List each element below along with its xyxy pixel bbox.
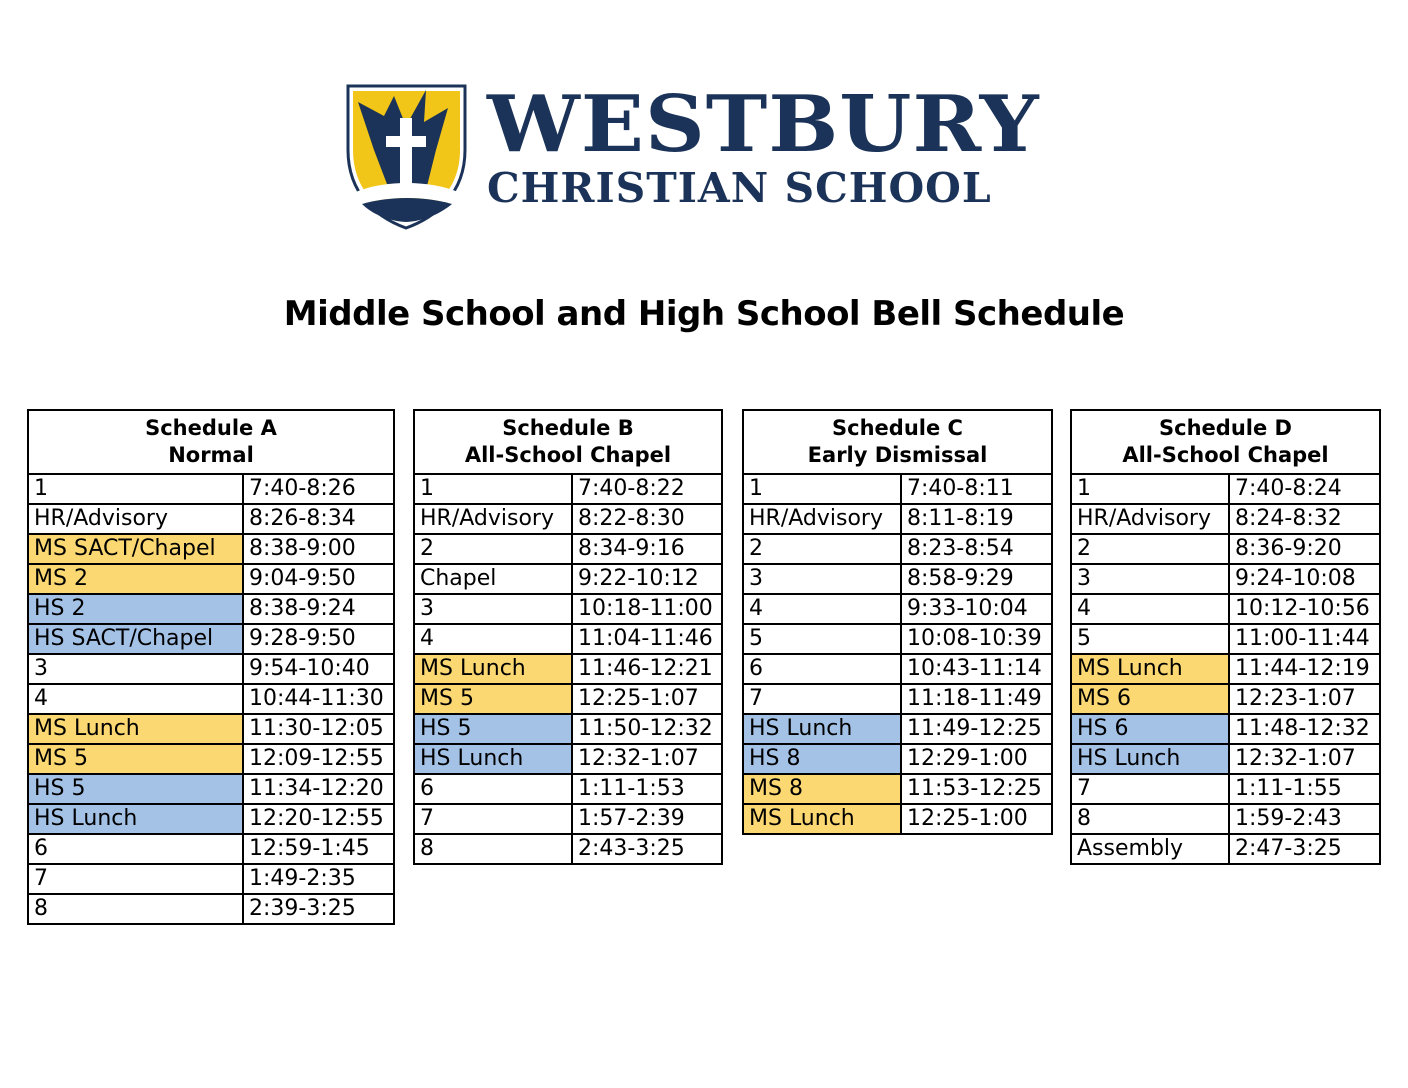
table-row <box>1071 684 1380 714</box>
time-cell: 2:39-3:25 <box>243 894 394 924</box>
time-cell: 8:11-8:19 <box>901 504 1052 534</box>
table-row <box>28 474 394 504</box>
period-cell: 7 <box>1071 774 1229 804</box>
table-row <box>743 474 1052 504</box>
time-cell: 1:49-2:35 <box>243 864 394 894</box>
table-row <box>1071 654 1380 684</box>
table-row <box>1071 504 1380 534</box>
table-row <box>1071 834 1380 864</box>
table-row <box>28 774 394 804</box>
table-row <box>414 534 722 564</box>
table-row <box>1071 774 1380 804</box>
table-row <box>743 534 1052 564</box>
period-cell: 6 <box>414 774 572 804</box>
period-cell: HR/Advisory <box>28 504 243 534</box>
time-cell: 8:38-9:00 <box>243 534 394 564</box>
table-row <box>28 864 394 894</box>
schedule-heading <box>743 410 1052 474</box>
table-row <box>414 684 722 714</box>
period-cell: HS 5 <box>414 714 572 744</box>
schedule-heading-subtitle: All-School Chapel <box>464 443 672 467</box>
period-cell: HR/Advisory <box>1071 504 1229 534</box>
table-row <box>743 714 1052 744</box>
period-cell: HS 6 <box>1071 714 1229 744</box>
table-row <box>414 474 722 504</box>
schedule-heading <box>414 410 722 474</box>
table-row <box>743 564 1052 594</box>
table-row <box>28 654 394 684</box>
table-row <box>28 564 394 594</box>
table-row <box>28 804 394 834</box>
time-cell: 8:36-9:20 <box>1229 534 1380 564</box>
time-cell: 11:53-12:25 <box>901 774 1052 804</box>
time-cell: 1:11-1:53 <box>572 774 722 804</box>
schedule-heading-title: Schedule D <box>1159 416 1292 440</box>
period-cell: HR/Advisory <box>414 504 572 534</box>
table-row <box>414 504 722 534</box>
period-cell: 7 <box>743 684 901 714</box>
period-cell: HS 8 <box>743 744 901 774</box>
time-cell: 1:11-1:55 <box>1229 774 1380 804</box>
table-row <box>28 834 394 864</box>
time-cell: 8:34-9:16 <box>572 534 722 564</box>
table-row <box>743 744 1052 774</box>
time-cell: 11:48-12:32 <box>1229 714 1380 744</box>
period-cell: 2 <box>414 534 572 564</box>
table-row <box>28 894 394 924</box>
time-cell: 12:25-1:00 <box>901 804 1052 834</box>
table-row <box>743 594 1052 624</box>
time-cell: 11:18-11:49 <box>901 684 1052 714</box>
time-cell: 11:46-12:21 <box>572 654 722 684</box>
schedule-b-table <box>413 409 723 865</box>
shield-crest-icon <box>344 80 469 232</box>
time-cell: 10:18-11:00 <box>572 594 722 624</box>
period-cell: 7 <box>28 864 243 894</box>
period-cell: HS Lunch <box>743 714 901 744</box>
table-row <box>414 804 722 834</box>
table-row <box>743 804 1052 834</box>
time-cell: 11:34-12:20 <box>243 774 394 804</box>
period-cell: MS Lunch <box>414 654 572 684</box>
time-cell: 9:22-10:12 <box>572 564 722 594</box>
schedule-a-table <box>27 409 395 925</box>
table-row <box>1071 744 1380 774</box>
period-cell: 4 <box>28 684 243 714</box>
table-row <box>414 654 722 684</box>
schedule-heading-subtitle: Early Dismissal <box>807 443 988 467</box>
period-cell: 8 <box>414 834 572 864</box>
table-row <box>28 684 394 714</box>
period-cell: MS Lunch <box>28 714 243 744</box>
period-cell: 1 <box>743 474 901 504</box>
time-cell: 7:40-8:11 <box>901 474 1052 504</box>
table-row <box>414 714 722 744</box>
table-row <box>1071 714 1380 744</box>
period-cell: 1 <box>414 474 572 504</box>
time-cell: 9:04-9:50 <box>243 564 394 594</box>
schedule-heading-subtitle: All-School Chapel <box>1122 443 1329 467</box>
schedule-heading-subtitle: Normal <box>168 443 254 467</box>
period-cell: MS Lunch <box>743 804 901 834</box>
time-cell: 12:09-12:55 <box>243 744 394 774</box>
period-cell: MS 6 <box>1071 684 1229 714</box>
schedule-c-table <box>742 409 1053 835</box>
time-cell: 9:33-10:04 <box>901 594 1052 624</box>
table-row <box>28 624 394 654</box>
school-name-line2: CHRISTIAN SCHOOL <box>487 164 992 212</box>
schedule-heading <box>1071 410 1380 474</box>
period-cell: 5 <box>1071 624 1229 654</box>
time-cell: 11:50-12:32 <box>572 714 722 744</box>
time-cell: 12:29-1:00 <box>901 744 1052 774</box>
table-row <box>743 654 1052 684</box>
period-cell: 3 <box>414 594 572 624</box>
table-row <box>28 744 394 774</box>
period-cell: 4 <box>414 624 572 654</box>
time-cell: 1:59-2:43 <box>1229 804 1380 834</box>
period-cell: 8 <box>28 894 243 924</box>
time-cell: 8:23-8:54 <box>901 534 1052 564</box>
time-cell: 12:59-1:45 <box>243 834 394 864</box>
time-cell: 7:40-8:22 <box>572 474 722 504</box>
schedule-heading-title: Schedule B <box>502 416 634 440</box>
period-cell: HS Lunch <box>1071 744 1229 774</box>
table-row <box>414 834 722 864</box>
table-row <box>28 504 394 534</box>
school-wordmark <box>487 79 1067 212</box>
period-cell: HS Lunch <box>28 804 243 834</box>
school-logo <box>344 80 1074 235</box>
time-cell: 12:20-12:55 <box>243 804 394 834</box>
table-row <box>1071 534 1380 564</box>
period-cell: 3 <box>28 654 243 684</box>
time-cell: 8:38-9:24 <box>243 594 394 624</box>
period-cell: Chapel <box>414 564 572 594</box>
schedule-heading-title: Schedule C <box>832 416 963 440</box>
time-cell: 8:58-9:29 <box>901 564 1052 594</box>
period-cell: 2 <box>1071 534 1229 564</box>
school-name-line1: WESTBURY <box>487 79 1040 170</box>
table-row <box>414 564 722 594</box>
period-cell: MS 8 <box>743 774 901 804</box>
period-cell: 3 <box>1071 564 1229 594</box>
period-cell: 7 <box>414 804 572 834</box>
schedule-heading-title: Schedule A <box>145 416 277 440</box>
period-cell: MS 2 <box>28 564 243 594</box>
table-row <box>28 534 394 564</box>
schedule-heading <box>28 410 394 474</box>
time-cell: 1:57-2:39 <box>572 804 722 834</box>
time-cell: 9:24-10:08 <box>1229 564 1380 594</box>
period-cell: MS 5 <box>414 684 572 714</box>
time-cell: 11:00-11:44 <box>1229 624 1380 654</box>
period-cell: 1 <box>28 474 243 504</box>
time-cell: 7:40-8:26 <box>243 474 394 504</box>
table-row <box>28 594 394 624</box>
table-row <box>28 714 394 744</box>
time-cell: 9:54-10:40 <box>243 654 394 684</box>
period-cell: HR/Advisory <box>743 504 901 534</box>
time-cell: 12:32-1:07 <box>1229 744 1380 774</box>
page-title: Middle School and High School Bell Schedule <box>283 294 1125 334</box>
period-cell: MS SACT/Chapel <box>28 534 243 564</box>
table-row <box>1071 594 1380 624</box>
period-cell: 2 <box>743 534 901 564</box>
time-cell: 8:22-8:30 <box>572 504 722 534</box>
table-row <box>1071 804 1380 834</box>
time-cell: 2:43-3:25 <box>572 834 722 864</box>
time-cell: 2:47-3:25 <box>1229 834 1380 864</box>
period-cell: HS SACT/Chapel <box>28 624 243 654</box>
time-cell: 12:25-1:07 <box>572 684 722 714</box>
period-cell: 5 <box>743 624 901 654</box>
time-cell: 11:49-12:25 <box>901 714 1052 744</box>
table-row <box>414 774 722 804</box>
table-row <box>1071 564 1380 594</box>
time-cell: 9:28-9:50 <box>243 624 394 654</box>
period-cell: MS Lunch <box>1071 654 1229 684</box>
time-cell: 12:32-1:07 <box>572 744 722 774</box>
time-cell: 12:23-1:07 <box>1229 684 1380 714</box>
period-cell: HS 5 <box>28 774 243 804</box>
period-cell: 8 <box>1071 804 1229 834</box>
table-row <box>743 504 1052 534</box>
period-cell: 6 <box>28 834 243 864</box>
table-row <box>743 624 1052 654</box>
period-cell: 4 <box>743 594 901 624</box>
period-cell: 3 <box>743 564 901 594</box>
period-cell: 1 <box>1071 474 1229 504</box>
table-row <box>414 624 722 654</box>
time-cell: 10:12-10:56 <box>1229 594 1380 624</box>
period-cell: MS 5 <box>28 744 243 774</box>
time-cell: 11:44-12:19 <box>1229 654 1380 684</box>
table-row <box>414 744 722 774</box>
table-row <box>743 684 1052 714</box>
period-cell: HS Lunch <box>414 744 572 774</box>
table-row <box>414 594 722 624</box>
table-row <box>1071 624 1380 654</box>
period-cell: Assembly <box>1071 834 1229 864</box>
time-cell: 10:08-10:39 <box>901 624 1052 654</box>
time-cell: 11:30-12:05 <box>243 714 394 744</box>
period-cell: 6 <box>743 654 901 684</box>
time-cell: 7:40-8:24 <box>1229 474 1380 504</box>
table-row <box>743 774 1052 804</box>
period-cell: HS 2 <box>28 594 243 624</box>
schedule-d-table <box>1070 409 1381 865</box>
time-cell: 11:04-11:46 <box>572 624 722 654</box>
time-cell: 8:26-8:34 <box>243 504 394 534</box>
time-cell: 10:43-11:14 <box>901 654 1052 684</box>
table-row <box>1071 474 1380 504</box>
time-cell: 10:44-11:30 <box>243 684 394 714</box>
time-cell: 8:24-8:32 <box>1229 504 1380 534</box>
period-cell: 4 <box>1071 594 1229 624</box>
